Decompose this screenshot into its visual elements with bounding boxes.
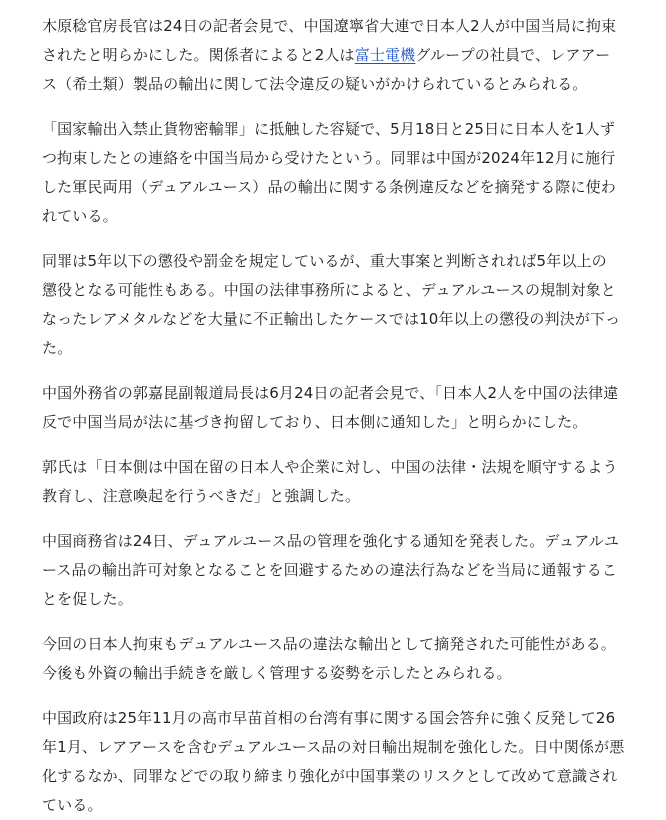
paragraph-line: れている。 (42, 207, 118, 225)
paragraph-line: 中国外務省の郭嘉昆副報道局長は6月24日の記者会見で、「日本人2人を中国の法律違 (42, 384, 619, 402)
paragraph-line: 「国家輸出入禁止貨物密輸罪」に抵触した容疑で、5月18日と25日に日本人を1人ず (42, 120, 615, 138)
paragraph-line: 化するなか、同罪などでの取り締まり強化が中国事業のリスクとして改めて意識され (42, 767, 618, 785)
paragraph-4 (42, 379, 637, 437)
paragraph-line: ス（希土類）製品の輸出に関して法令違反の疑いがかけられているとみられる。 (42, 75, 588, 93)
paragraph-8 (42, 704, 637, 820)
paragraph-line: 同罪は5年以下の懲役や罰金を規定しているが、重大事案と判断されれば5年以上の (42, 252, 607, 270)
paragraph-line: 中国商務省は24日、デュアルユース品の管理を強化する通知を発表した。デュアルユ (42, 532, 620, 550)
paragraph-line: 教育し、注意喚起を行うべきだ」と強調した。 (42, 487, 361, 505)
paragraph-line: 木原稔官房長官は24日の記者会見で、中国遼寧省大連で日本人2人が中国当局に拘束 (42, 17, 617, 35)
paragraph-7 (42, 630, 637, 688)
paragraph-line: 中国政府は25年11月の高市早苗首相の台湾有事に関する国会答弁に強く反発して26 (42, 709, 616, 727)
paragraph-line: とを促した。 (42, 590, 133, 608)
paragraph-2 (42, 115, 637, 231)
paragraph-line: なったレアメタルなどを大量に不正輸出したケースでは10年以上の懲役の判決が下っ (42, 310, 621, 328)
paragraph-line (42, 41, 637, 70)
paragraph-line: 懲役となる可能性もある。中国の法律事務所によると、デュアルユースの規制対象と (42, 281, 616, 299)
paragraph-line: た。 (42, 339, 73, 357)
paragraph-line: 年1月、レアアースを含むデュアルユース品の対日輸出規制を強化した。日中関係が悪 (42, 738, 625, 756)
paragraph-line: つ拘束したとの連絡を中国当局から受けたという。同罪は中国が2024年12月に施行 (42, 149, 616, 167)
paragraph-1 (42, 12, 637, 99)
paragraph-line: 今後も外資の輸出手続きを厳しく管理する姿勢を示したとみられる。 (42, 664, 512, 682)
paragraph-line: ース品の輸出許可対象となることを回避するための違法行為などを当局に通報するこ (42, 561, 617, 579)
paragraph-line: した軍民両用（デュアルユース）品の輸出に関する条例違反などを摘発する際に使わ (42, 178, 616, 196)
article-body (42, 12, 637, 820)
paragraph-6 (42, 527, 637, 614)
paragraph-text: グループの社員で、レアアー (415, 46, 611, 64)
paragraph-text: されたと明らかにした。関係者によると2人は (42, 46, 355, 64)
paragraph-5 (42, 453, 637, 511)
paragraph-line: 反で中国当局が法に基づき拘留しており、日本側に通知した」と明らかにした。 (42, 413, 588, 431)
fuji-electric-link[interactable]: 富士電機 (354, 46, 416, 64)
paragraph-line: 今回の日本人拘束もデュアルユース品の違法な輸出として摘発された可能性がある。 (42, 635, 616, 653)
paragraph-3 (42, 247, 637, 363)
paragraph-line: 郭氏は「日本側は中国在留の日本人や企業に対し、中国の法律・法規を順守するよう (42, 458, 618, 476)
paragraph-line: ている。 (42, 796, 103, 814)
